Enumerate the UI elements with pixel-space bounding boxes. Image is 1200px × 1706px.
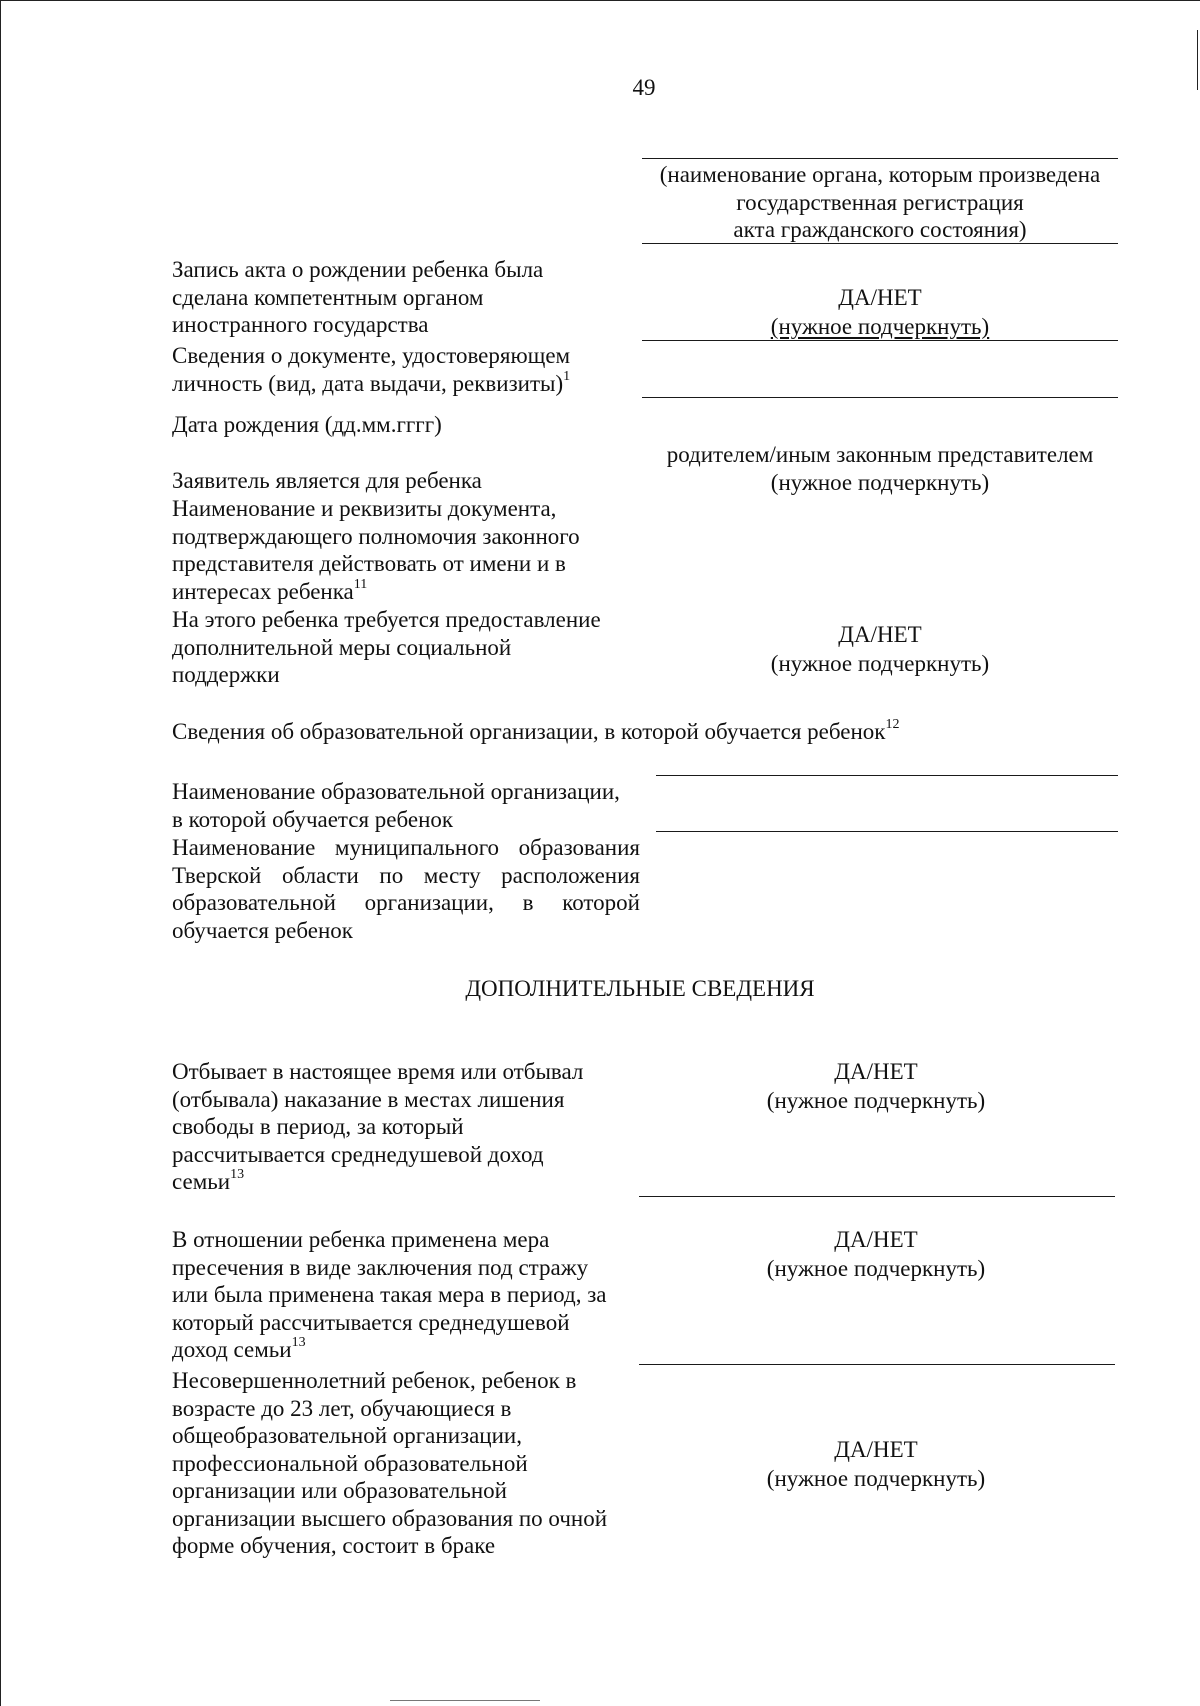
identity-document-label-line: Сведения о документе, удостоверяющем: [172, 343, 571, 368]
foreign-registration-label: [172, 256, 543, 339]
representative-document-label-line: представителя действовать от имени и в: [172, 551, 566, 576]
extra-support-answer[interactable]: ДА/НЕТ: [838, 622, 922, 647]
imprisonment-line: [639, 1196, 1115, 1197]
footnote-ref: 1: [563, 368, 571, 384]
representative-document-label-line: [172, 578, 580, 606]
married-student-label-line: возрасте до 23 лет, обучающиеся в: [172, 1395, 512, 1421]
foreign-registration-note: (нужное подчеркнуть): [770, 314, 990, 339]
edu-municipality-field[interactable]: [656, 831, 1118, 832]
representative-document-label-text: интересах ребенка: [172, 578, 354, 604]
edu-municipality-label: [172, 834, 640, 944]
extra-support-label-line: поддержки: [172, 662, 280, 687]
custody-label-line: пресечения в виде заключения под стражу: [172, 1254, 589, 1280]
representative-document-label-line: Наименование и реквизиты документа,: [172, 496, 557, 521]
edu-municipality-label-line: Тверской области по месту расположения: [172, 862, 640, 888]
married-student-note: (нужное подчеркнуть): [766, 1466, 986, 1491]
extra-support-label: [172, 606, 601, 689]
foreign-registration-line: [642, 340, 1118, 341]
footnote-ref: 13: [291, 1335, 306, 1351]
imprisonment-answer[interactable]: ДА/НЕТ: [834, 1059, 918, 1084]
custody-label-line: который рассчитывается среднедушевой: [172, 1309, 570, 1335]
custody-label-text: доход семьи: [172, 1337, 292, 1362]
footnote-ref: 13: [230, 1167, 245, 1183]
footnote-ref: 11: [353, 576, 368, 592]
applicant-role-label: Заявитель является для ребенка: [172, 468, 482, 493]
foreign-registration-label-line: сделана компетентным органом: [172, 284, 484, 310]
custody-label-line: [172, 1336, 607, 1364]
authority-caption-line-2: государственная регистрация: [736, 189, 1024, 215]
scan-top-edge: [0, 0, 1200, 1]
authority-caption-line-1: (наименование органа, которым произведена: [659, 162, 1101, 187]
custody-label-line: В отношении ребенка применена мера: [172, 1227, 550, 1252]
imprisonment-label-line: Отбывает в настоящее время или отбывал: [172, 1059, 584, 1084]
married-student-answer[interactable]: ДА/НЕТ: [834, 1437, 918, 1462]
married-student-label-line: форме обучения, состоит в браке: [172, 1533, 496, 1558]
married-student-label-line: организации высшего образования по очной: [172, 1505, 608, 1531]
authority-name-line: [642, 158, 1118, 159]
birth-date-label: Дата рождения (дд.мм.гггг): [172, 412, 442, 437]
scan-bottom-mark: [390, 1700, 540, 1701]
custody-label-line: или была применена такая мера в период, за: [172, 1282, 607, 1307]
custody-note: (нужное подчеркнуть): [766, 1256, 986, 1281]
imprisonment-label: [172, 1058, 583, 1196]
extra-support-label-line: На этого ребенка требуется предоставление: [172, 607, 601, 632]
foreign-registration-label-line: Запись акта о рождении ребенка была: [172, 257, 544, 282]
married-student-label: [172, 1367, 607, 1560]
page-number: 49: [632, 75, 656, 100]
education-heading-text: Сведения об образовательной организации, в которой обучается ребенок: [172, 719, 886, 744]
imprisonment-label-line: (отбывала) наказание в местах лишения: [172, 1086, 565, 1112]
imprisonment-label-line: [172, 1168, 583, 1196]
applicant-role-note: (нужное подчеркнуть): [770, 470, 990, 495]
footnote-ref: 12: [885, 717, 900, 733]
additional-heading: ДОПОЛНИТЕЛЬНЫЕ СВЕДЕНИЯ: [465, 976, 815, 1001]
edu-municipality-label-line: Наименование муниципального образования: [172, 835, 640, 860]
custody-label: [172, 1226, 607, 1364]
representative-document-label-line: подтверждающего полномочия законного: [172, 523, 580, 549]
married-student-label-line: Несовершеннолетний ребенок, ребенок в: [172, 1368, 577, 1393]
representative-document-label: [172, 495, 580, 605]
married-student-label-line: общеобразовательной организации,: [172, 1423, 522, 1448]
imprisonment-label-line: свободы в период, за который: [172, 1114, 464, 1139]
married-student-label-line: профессиональной образовательной: [172, 1450, 528, 1476]
scan-left-edge: [0, 0, 1, 1706]
applicant-role-answer[interactable]: родителем/иным законным представителем: [666, 442, 1094, 467]
extra-support-note: (нужное подчеркнуть): [770, 651, 990, 676]
edu-org-name-field[interactable]: [656, 775, 1118, 776]
identity-document-field[interactable]: [642, 397, 1118, 398]
imprisonment-label-line: рассчитывается среднедушевой доход: [172, 1141, 544, 1167]
edu-org-name-label-line: Наименование образовательной организации,: [172, 779, 620, 804]
authority-caption: [630, 161, 1130, 244]
edu-municipality-label-line: образовательной организации, в которой: [172, 890, 640, 915]
authority-caption-line-3: акта гражданского состояния): [733, 217, 1027, 242]
identity-document-label-line: [172, 370, 570, 398]
married-student-label-line: организации или образовательной: [172, 1478, 507, 1503]
extra-support-label-line: дополнительной меры социальной: [172, 634, 512, 660]
imprisonment-note: (нужное подчеркнуть): [766, 1088, 986, 1113]
custody-answer[interactable]: ДА/НЕТ: [834, 1227, 918, 1252]
edu-municipality-label-line: обучается ребенок: [172, 917, 353, 943]
edu-org-name-label: [172, 778, 620, 833]
identity-document-label: [172, 342, 570, 397]
scan-right-edge: [1197, 30, 1198, 90]
edu-org-name-label-line: в которой обучается ребенок: [172, 806, 454, 832]
identity-document-label-text: личность (вид, дата выдачи, реквизиты): [172, 370, 564, 396]
imprisonment-label-text: семьи: [172, 1169, 231, 1194]
education-heading: [172, 718, 899, 746]
custody-line: [639, 1364, 1115, 1365]
authority-caption-underline: [642, 243, 1118, 244]
foreign-registration-label-line: иностранного государства: [172, 312, 429, 337]
foreign-registration-answer[interactable]: ДА/НЕТ: [838, 285, 922, 310]
